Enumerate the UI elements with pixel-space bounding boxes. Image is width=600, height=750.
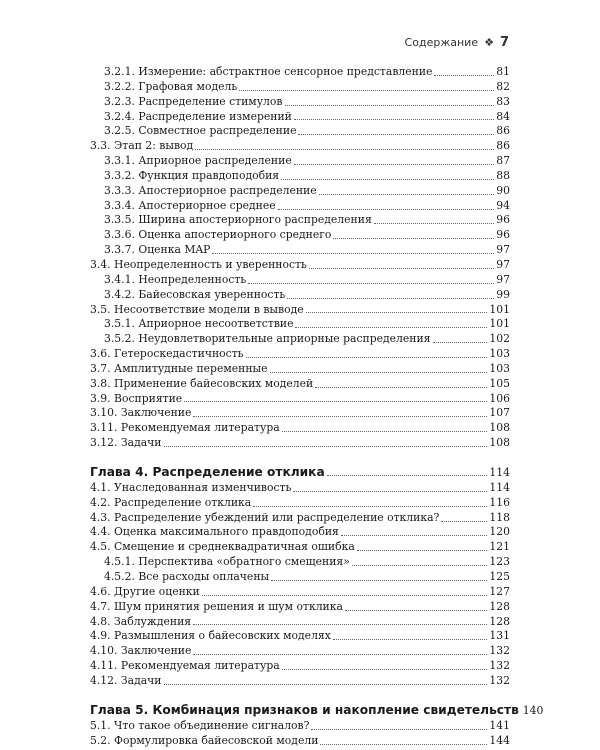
dot-leader xyxy=(311,729,487,730)
toc-subsection-entry[interactable] xyxy=(90,184,510,199)
dot-leader xyxy=(281,179,494,180)
toc-entry-title: 4.3. Распределение убеждений или распределение отклика? xyxy=(90,510,440,524)
toc-chapter-heading[interactable] xyxy=(90,463,510,481)
dot-leader xyxy=(278,209,495,210)
toc-entry-page: 99 xyxy=(496,287,510,301)
toc-chapter-heading[interactable] xyxy=(90,701,544,719)
toc-entry-title: 3.7. Амплитудные переменные xyxy=(90,361,268,375)
toc-entry-page: 131 xyxy=(489,629,510,643)
dot-leader xyxy=(293,491,487,492)
toc-subsection-entry[interactable] xyxy=(90,555,510,570)
running-header-section: Содержание xyxy=(404,36,479,49)
toc-subsection-entry[interactable] xyxy=(90,332,510,347)
dot-leader xyxy=(352,565,488,566)
toc-entry-title: 3.2.2. Графовая модель xyxy=(104,79,238,93)
toc-entry-title: 3.3.2. Функция правдоподобия xyxy=(104,168,280,182)
toc-entry-page: 132 xyxy=(489,673,510,687)
toc-section-entry[interactable] xyxy=(90,421,510,436)
toc-entry-title: 3.2.5. Совместное распределение xyxy=(104,124,297,138)
toc-entry-title: 3.9. Восприятие xyxy=(90,391,183,405)
toc-section-entry[interactable] xyxy=(90,436,510,451)
toc-entry-title: 4.5.2. Все расходы оплачены xyxy=(104,570,270,583)
dot-leader xyxy=(253,506,487,507)
toc-entry-page: 90 xyxy=(496,183,510,197)
dot-leader xyxy=(333,639,488,640)
dot-leader xyxy=(315,387,487,388)
toc-entry-page: 106 xyxy=(489,391,510,405)
dot-leader xyxy=(319,194,495,195)
toc-entry-page: 88 xyxy=(496,168,510,182)
toc-entry-title: 4.12. Задачи xyxy=(90,673,162,687)
toc-entry-page: 107 xyxy=(489,406,510,420)
toc-subsection-entry[interactable] xyxy=(90,124,510,139)
toc-section-entry[interactable] xyxy=(90,659,510,674)
toc-subsection-entry[interactable] xyxy=(90,213,510,228)
toc-entry-title: 4.5. Смещение и среднеквадратичная ошибка xyxy=(90,540,355,554)
toc-section-entry[interactable] xyxy=(90,719,510,734)
toc-entry-title: 3.8. Применение байесовских моделей xyxy=(90,376,314,390)
toc-section-entry[interactable] xyxy=(90,644,510,659)
dot-leader xyxy=(306,312,488,313)
page-number: 7 xyxy=(499,35,509,50)
toc-section-entry[interactable] xyxy=(90,615,510,630)
toc-section-entry[interactable] xyxy=(90,392,510,407)
toc-entry-title: 3.3.6. Оценка апостериорного среднего xyxy=(104,228,332,242)
toc-section-entry[interactable] xyxy=(90,600,510,615)
toc-entry-title: 4.11. Рекомендуемая литература xyxy=(90,659,280,673)
toc-section-entry[interactable] xyxy=(90,406,510,421)
toc-entry-page: 128 xyxy=(489,599,510,613)
toc-entry-title: 4.10. Заключение xyxy=(90,644,192,658)
dot-leader xyxy=(285,105,495,106)
toc-entry-title: 4.8. Заблуждения xyxy=(90,614,192,628)
toc-entry-page: 97 xyxy=(496,243,510,257)
dot-leader xyxy=(357,550,488,551)
toc-entry-title: 3.4. Неопределенность и уверенность xyxy=(90,257,307,271)
toc-entry-page: 103 xyxy=(489,361,510,375)
dot-leader xyxy=(193,416,487,417)
dot-leader xyxy=(246,357,488,358)
dot-leader xyxy=(295,327,487,328)
toc-subsection-entry[interactable] xyxy=(90,80,510,95)
toc-entry-title: 3.3.1. Априорное распределение xyxy=(104,154,292,168)
toc-entry-page: 96 xyxy=(496,213,510,227)
dot-leader xyxy=(164,684,488,685)
toc-entry-page: 125 xyxy=(489,570,510,583)
toc-entry-title: 4.9. Размышления о байесовских моделях xyxy=(90,629,331,643)
toc-entry-page: 82 xyxy=(496,79,510,93)
toc-subsection-entry[interactable] xyxy=(90,570,510,585)
toc-section-entry[interactable] xyxy=(90,362,510,377)
toc-subsection-entry[interactable] xyxy=(90,317,510,332)
dot-leader xyxy=(441,521,487,522)
dot-leader xyxy=(239,90,494,91)
toc-entry-page: 108 xyxy=(489,436,510,450)
toc-entry-page: 123 xyxy=(489,555,510,569)
toc-entry-title: Глава 4. Распределение отклика xyxy=(90,464,325,479)
toc-entry-title: 3.12. Задачи xyxy=(90,436,162,450)
section-gap xyxy=(90,451,510,463)
toc-entry-title: 3.3.3. Апостериорное распределение xyxy=(104,183,317,197)
toc-entry-title: 3.5. Несоответствие модели в выводе xyxy=(90,302,304,316)
toc-entry-title: 4.4. Оценка максимального правдоподобия xyxy=(90,525,339,539)
toc-entry-title: 3.3. Этап 2: вывод xyxy=(90,139,194,153)
dot-leader xyxy=(282,431,488,432)
toc-entry-page: 105 xyxy=(489,376,510,390)
toc-subsection-entry[interactable] xyxy=(90,95,510,110)
dot-leader xyxy=(193,654,487,655)
toc-entry-page: 103 xyxy=(489,347,510,361)
toc-section-entry[interactable] xyxy=(90,585,510,600)
dot-leader xyxy=(282,669,488,670)
toc-entry-title: 5.2. Формулировка байесовской модели xyxy=(90,733,319,747)
toc-entry-page: 101 xyxy=(489,317,510,331)
toc-entry-page: 116 xyxy=(489,495,510,509)
toc-section-entry[interactable] xyxy=(90,303,510,318)
dot-leader xyxy=(309,268,494,269)
toc-entry-page: 140 xyxy=(522,703,544,717)
toc-entry-page: 144 xyxy=(489,733,510,747)
toc-entry-title: 3.10. Заключение xyxy=(90,406,192,420)
toc-entry-page: 81 xyxy=(496,65,510,78)
toc-subsection-entry[interactable] xyxy=(90,273,510,288)
toc-entry-title: 5.1. Что такое объединение сигналов? xyxy=(90,718,310,732)
toc-entry-title: 4.5.1. Перспектива «обратного смещения» xyxy=(104,555,350,569)
toc-entry-page: 132 xyxy=(489,659,510,673)
toc-entry-page: 94 xyxy=(496,198,510,212)
toc-entry-title: 3.2.1. Измерение: абстрактное сенсорное представление xyxy=(104,65,433,78)
toc-entry-title: 3.3.7. Оценка MAP xyxy=(104,243,211,257)
dot-leader xyxy=(433,342,488,343)
dot-leader xyxy=(320,744,487,745)
toc-entry-page: 84 xyxy=(496,109,510,123)
toc-section-entry[interactable] xyxy=(90,511,510,526)
toc-entry-title: 3.11. Рекомендуемая литература xyxy=(90,421,280,435)
table-of-contents xyxy=(90,65,544,748)
dot-leader xyxy=(434,75,494,76)
toc-subsection-entry[interactable] xyxy=(90,228,510,243)
toc-entry-page: 96 xyxy=(496,228,510,242)
toc-section-entry[interactable] xyxy=(90,347,510,362)
dot-leader xyxy=(248,283,494,284)
toc-section-entry[interactable] xyxy=(90,540,510,555)
toc-entry-title: 3.4.1. Неопределенность xyxy=(104,272,247,286)
toc-entry-page: 114 xyxy=(489,465,510,479)
toc-entry-title: 4.7. Шум принятия решения и шум отклика xyxy=(90,599,343,613)
toc-section-entry[interactable] xyxy=(90,496,510,511)
toc-entry-title: 3.5.2. Неудовлетворительные априорные распределения xyxy=(104,332,431,346)
toc-entry-title: 3.3.5. Ширина апостериорного распределения xyxy=(104,213,372,227)
toc-entry-title: 3.5.1. Априорное несоответствие xyxy=(104,317,294,331)
toc-entry-page: 128 xyxy=(489,614,510,628)
toc-entry-page: 132 xyxy=(489,644,510,658)
dot-leader xyxy=(345,610,487,611)
dot-leader xyxy=(271,580,487,581)
toc-section-entry[interactable] xyxy=(90,258,510,273)
dot-leader xyxy=(270,372,488,373)
toc-entry-page: 83 xyxy=(496,94,510,108)
dot-leader xyxy=(333,238,494,239)
toc-entry-title: 4.1. Унаследованная изменчивость xyxy=(90,480,292,494)
toc-entry-page: 141 xyxy=(489,718,510,732)
toc-section-entry[interactable] xyxy=(90,629,510,644)
toc-entry-page: 101 xyxy=(489,302,510,316)
dot-leader xyxy=(193,624,487,625)
toc-entry-page: 102 xyxy=(489,332,510,346)
dot-leader xyxy=(341,535,488,536)
toc-section-entry[interactable] xyxy=(90,377,510,392)
toc-entry-title: 3.6. Гетероскедастичность xyxy=(90,347,244,361)
dot-leader xyxy=(294,119,494,120)
dot-leader xyxy=(184,401,487,402)
dot-leader xyxy=(212,253,494,254)
toc-subsection-entry[interactable] xyxy=(90,288,510,303)
toc-entry-page: 108 xyxy=(489,421,510,435)
toc-entry-page: 97 xyxy=(496,272,510,286)
toc-section-entry[interactable] xyxy=(90,674,510,689)
toc-entry-title: 3.4.2. Байесовская уверенность xyxy=(104,287,286,301)
toc-entry-page: 97 xyxy=(496,257,510,271)
toc-entry-title: 4.2. Распределение отклика xyxy=(90,495,252,509)
dot-leader xyxy=(374,223,494,224)
toc-entry-title: 4.6. Другие оценки xyxy=(90,584,200,598)
toc-entry-page: 114 xyxy=(489,480,510,494)
toc-section-entry[interactable] xyxy=(90,734,510,749)
toc-subsection-entry[interactable] xyxy=(90,154,510,169)
toc-section-entry[interactable] xyxy=(90,139,510,154)
toc-section-entry[interactable] xyxy=(90,525,510,540)
toc-subsection-entry[interactable] xyxy=(90,199,510,214)
dot-leader xyxy=(195,149,494,150)
toc-subsection-entry[interactable] xyxy=(90,65,510,80)
toc-entry-page: 86 xyxy=(496,139,510,153)
dot-leader xyxy=(327,475,488,476)
running-header xyxy=(405,35,509,50)
toc-subsection-entry[interactable] xyxy=(90,110,510,125)
toc-subsection-entry[interactable] xyxy=(90,243,510,258)
toc-entry-title: Глава 5. Комбинация признаков и накопление свидетельств xyxy=(90,702,519,717)
toc-entry-title: 3.2.3. Распределение стимулов xyxy=(104,94,283,108)
toc-subsection-entry[interactable] xyxy=(90,169,510,184)
toc-entry-page: 121 xyxy=(489,540,510,554)
dot-leader xyxy=(294,164,495,165)
toc-entry-title: 3.3.4. Апостериорное среднее xyxy=(104,198,276,212)
diamond-ornament-icon: ❖ xyxy=(484,36,494,49)
dot-leader xyxy=(164,446,488,447)
toc-entry-page: 86 xyxy=(496,124,510,138)
toc-entry-page: 118 xyxy=(489,510,510,524)
dot-leader xyxy=(202,595,488,596)
toc-entry-page: 127 xyxy=(489,584,510,598)
section-gap xyxy=(90,689,510,701)
dot-leader xyxy=(298,134,494,135)
toc-section-entry[interactable] xyxy=(90,481,510,496)
dot-leader xyxy=(287,298,494,299)
toc-entry-page: 87 xyxy=(496,154,510,168)
toc-entry-page: 120 xyxy=(489,525,510,539)
toc-entry-title: 3.2.4. Распределение измерений xyxy=(104,109,292,123)
